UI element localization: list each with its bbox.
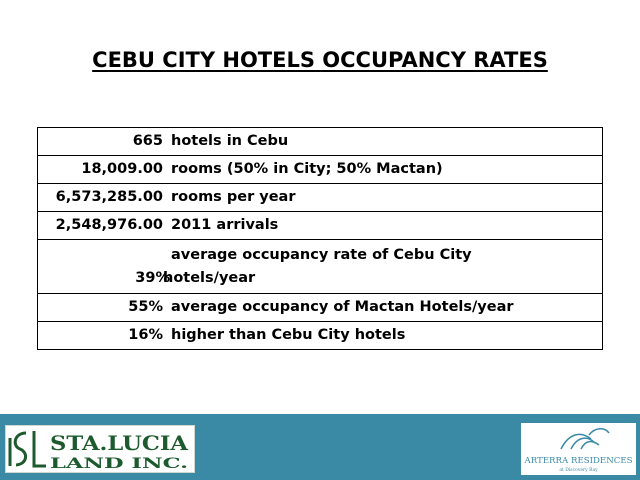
table-row (38, 128, 603, 156)
description-line-2: hotels/year (163, 269, 256, 286)
sta-lucia-logo (5, 425, 195, 473)
value-cell: 2,548,976.00 (38, 212, 172, 240)
slide-title: CEBU CITY HOTELS OCCUPANCY RATES (92, 48, 548, 72)
description-cell: average occupancy of Mactan Hotels/year (171, 294, 603, 322)
occupancy-table (37, 127, 603, 350)
value-cell: 55% (38, 294, 172, 322)
table-row (38, 240, 603, 294)
value-cell: 6,573,285.00 (38, 184, 172, 212)
description-line-1: average occupancy rate of Cebu City (171, 246, 472, 263)
value-cell: 665 (38, 128, 172, 156)
value-cell: 39% (38, 240, 172, 294)
description-cell: higher than Cebu City hotels (171, 322, 603, 350)
svg-text:LAND INC.: LAND INC. (50, 456, 188, 472)
table-row (38, 322, 603, 350)
table-row (38, 294, 603, 322)
svg-text:at Discovery Bay: at Discovery Bay (559, 468, 598, 473)
svg-text:STA.LUCIA: STA.LUCIA (50, 431, 189, 455)
description-cell: hotels in Cebu (171, 128, 603, 156)
svg-text:ARTERRA RESIDENCES: ARTERRA RESIDENCES (523, 456, 633, 466)
table-row (38, 184, 603, 212)
description-cell: rooms per year (171, 184, 603, 212)
sta-lucia-monogram-icon (6, 426, 194, 472)
value-cell: 18,009.00 (38, 156, 172, 184)
description-cell: 2011 arrivals (171, 212, 603, 240)
description-cell (163, 240, 603, 294)
description-cell: rooms (50% in City; 50% Mactan) (171, 156, 603, 184)
arterra-logo (521, 423, 636, 475)
table-row (38, 156, 603, 184)
table-row (38, 212, 603, 240)
value-cell: 16% (38, 322, 172, 350)
wave-icon (521, 423, 636, 475)
